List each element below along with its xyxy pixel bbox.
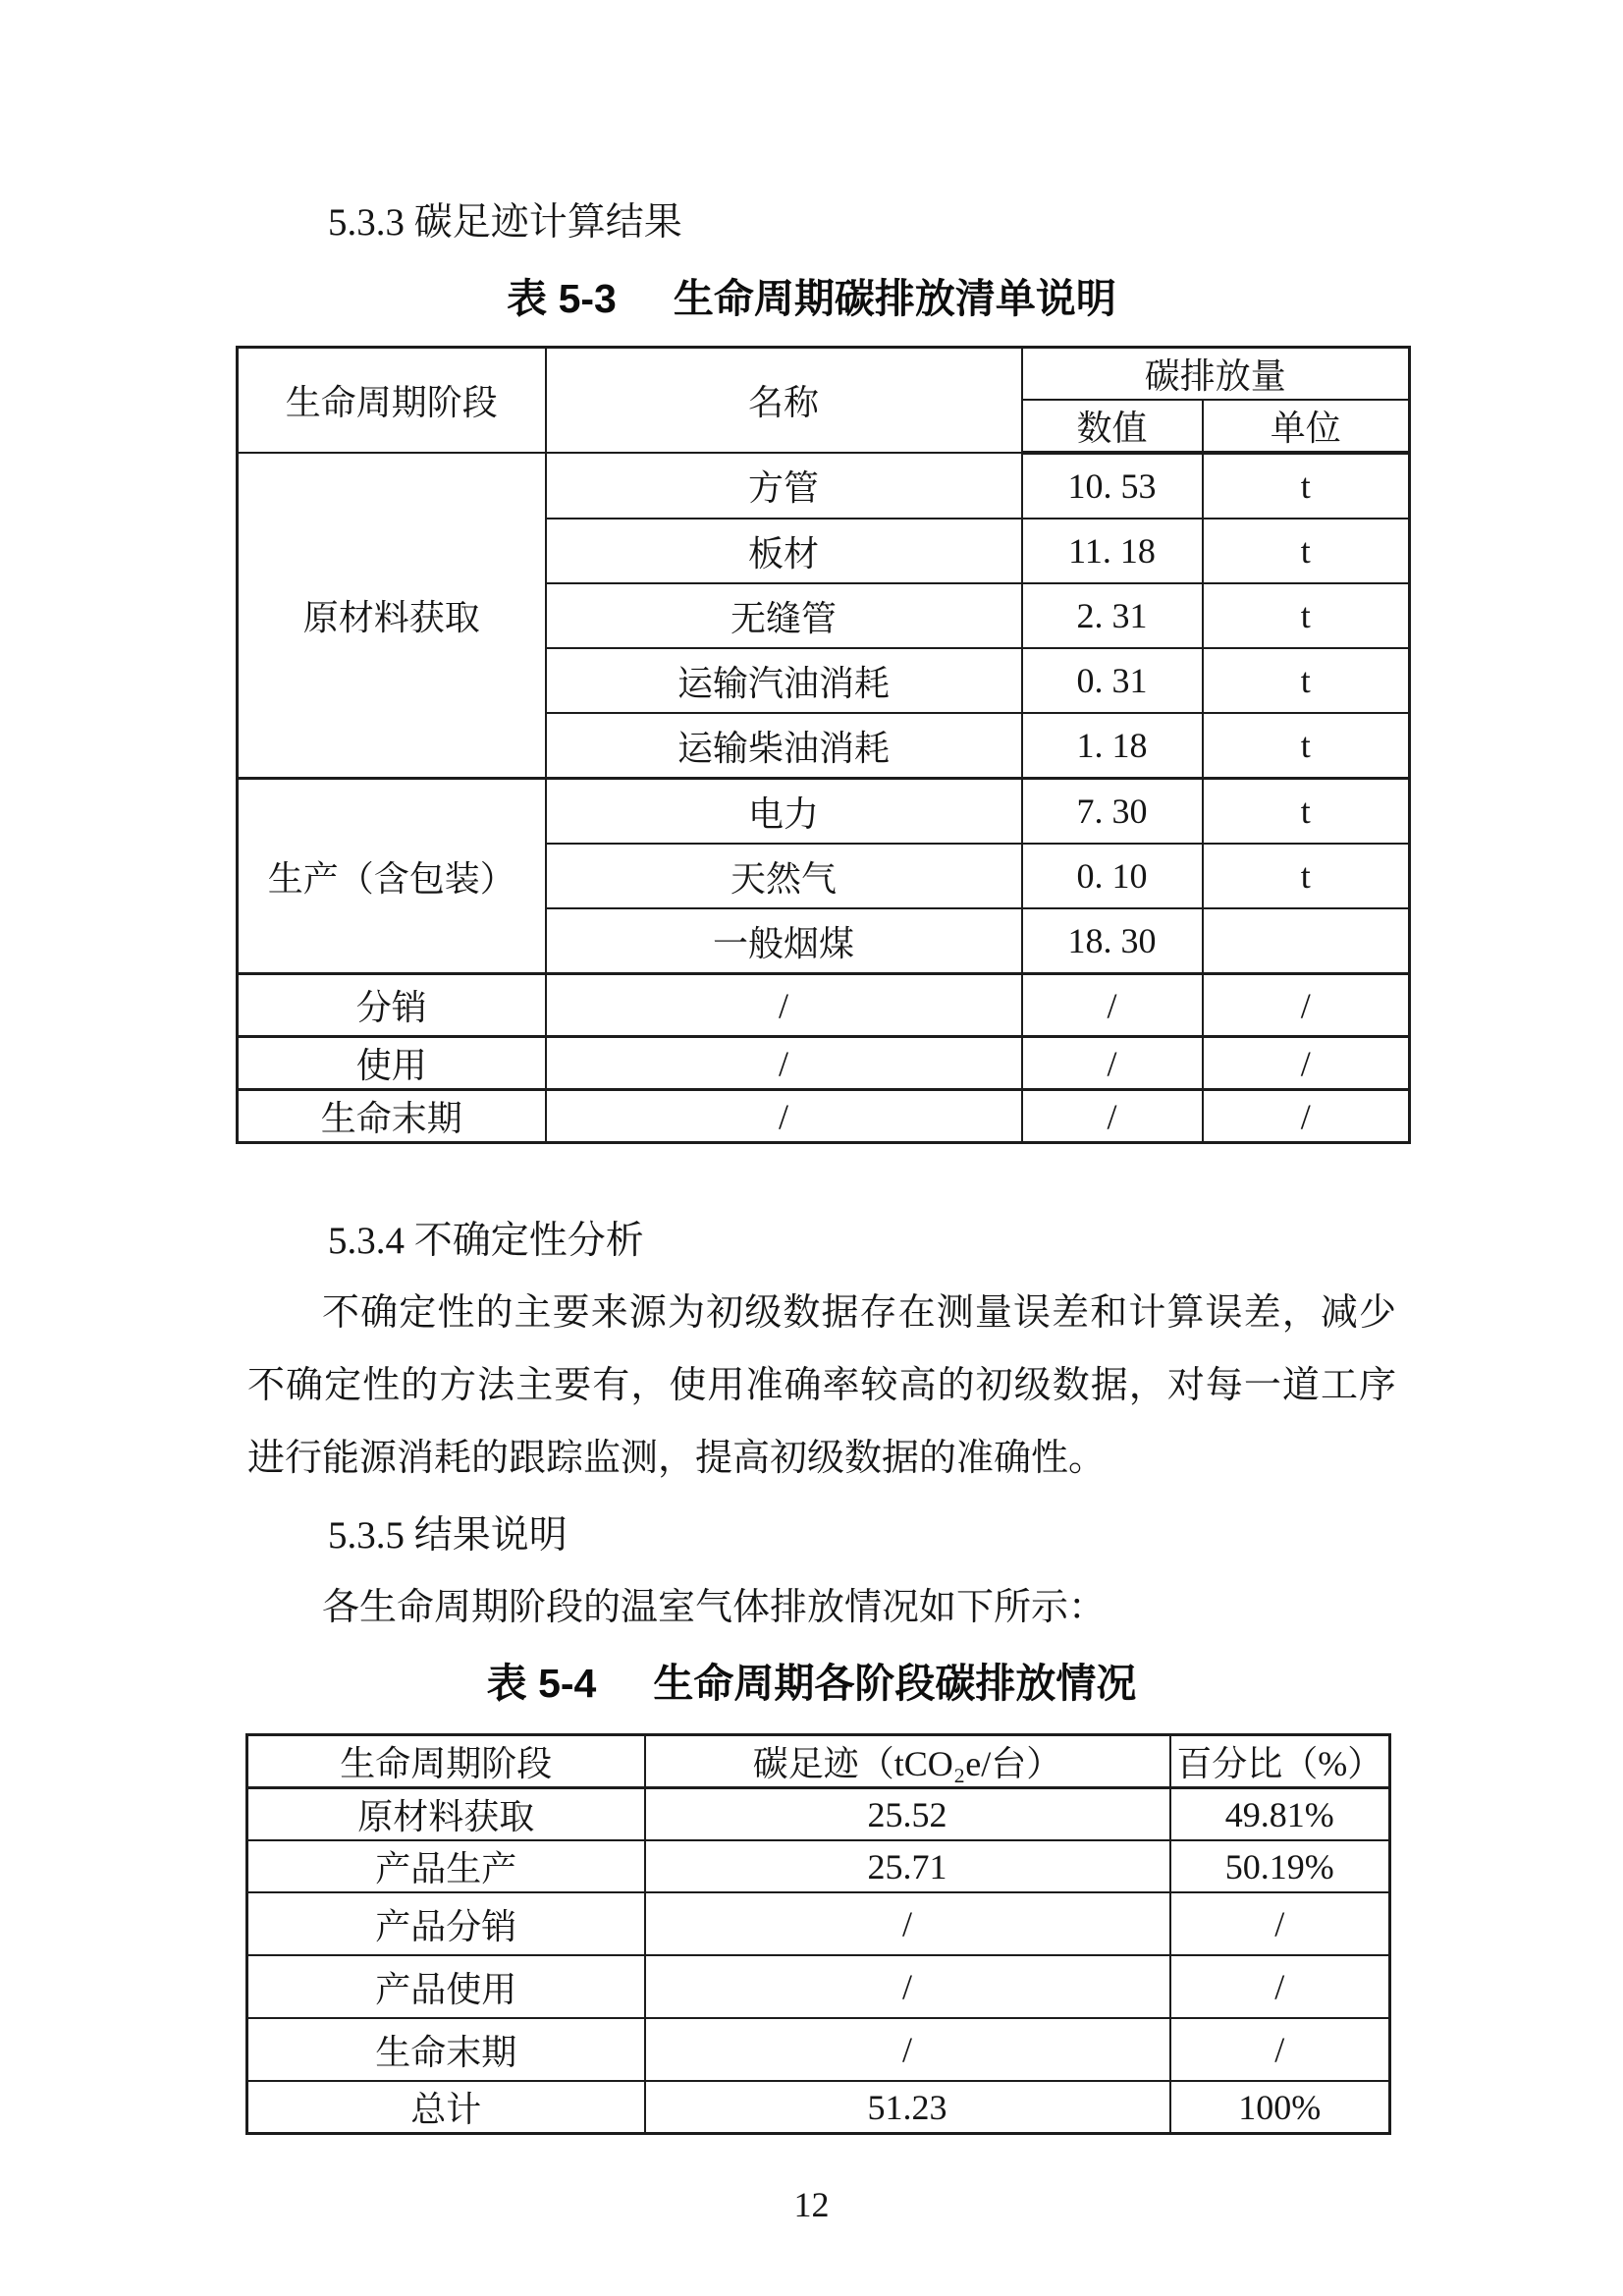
table-row <box>247 1840 1390 1892</box>
page-number: 12 <box>793 2185 830 2224</box>
emission-unit-cell: t <box>1203 648 1410 713</box>
item-name-cell: 运输柴油消耗 <box>546 713 1022 779</box>
table53-caption-title: 生命周期碳排放清单说明 <box>673 276 1116 321</box>
lifecycle-stage-cell: 总计 <box>247 2081 645 2134</box>
item-name-cell: / <box>546 974 1022 1037</box>
emission-value-cell: 11. 18 <box>1022 519 1203 583</box>
emission-unit-cell: t <box>1203 844 1410 908</box>
footprint-value-cell: / <box>645 2018 1170 2081</box>
emission-unit-cell: t <box>1203 519 1410 583</box>
item-name-cell: / <box>546 1037 1022 1090</box>
table53-caption-label: 表 5-3 <box>507 276 617 321</box>
emission-unit-cell: t <box>1203 779 1410 845</box>
col-header-value: 数值 <box>1022 400 1203 453</box>
emission-value-cell: 18. 30 <box>1022 908 1203 974</box>
emission-unit-cell <box>1203 908 1410 974</box>
item-name-cell: 板材 <box>546 519 1022 583</box>
lifecycle-stage-cell: 原材料获取 <box>238 453 546 779</box>
table-row <box>238 1090 1410 1143</box>
col-header-stage: 生命周期阶段 <box>238 348 546 454</box>
table-5-4 <box>245 1733 1391 2135</box>
table-row <box>247 2018 1390 2081</box>
table53-caption <box>236 275 1387 322</box>
uncertainty-paragraph <box>247 1277 1396 1495</box>
table54-caption-title: 生命周期各阶段碳排放情况 <box>653 1661 1137 1706</box>
footprint-value-cell: 25.71 <box>645 1840 1170 1892</box>
table-row <box>247 1955 1390 2018</box>
lifecycle-stage-cell: 产品生产 <box>247 1840 645 1892</box>
footprint-value-cell: 25.52 <box>645 1788 1170 1841</box>
item-name-cell: 无缝管 <box>546 583 1022 648</box>
item-name-cell: 一般烟煤 <box>546 908 1022 974</box>
paragraph-line: 进行能源消耗的跟踪监测，提高初级数据的准确性。 <box>247 1438 1107 1479</box>
table54-caption-label: 表 5-4 <box>486 1661 597 1706</box>
emission-value-cell: 10. 53 <box>1022 453 1203 519</box>
col-header-unit: 单位 <box>1203 400 1410 453</box>
table-row <box>247 1892 1390 1955</box>
col-header-emission: 碳排放量 <box>1022 348 1410 401</box>
paragraph-line: 不确定性的方法主要有，使用准确率较高的初级数据，对每一道工序 <box>247 1365 1396 1406</box>
lifecycle-stage-cell: 产品分销 <box>247 1892 645 1955</box>
table-row <box>238 974 1410 1037</box>
lifecycle-stage-cell: 生命末期 <box>247 2018 645 2081</box>
col-header-name: 名称 <box>546 348 1022 454</box>
emission-value-cell: 7. 30 <box>1022 779 1203 845</box>
percent-value-cell: 100% <box>1170 2081 1390 2134</box>
percent-value-cell: / <box>1170 2018 1390 2081</box>
table-5-3 <box>236 346 1411 1144</box>
percent-value-cell: 50.19% <box>1170 1840 1390 1892</box>
table-row <box>238 453 1410 519</box>
lifecycle-stage-cell: 分销 <box>238 974 546 1037</box>
lifecycle-stage-cell: 使用 <box>238 1037 546 1090</box>
section-heading-535: 5.3.5 结果说明 <box>328 1514 568 1557</box>
table-row <box>238 1037 1410 1090</box>
section-heading-533: 5.3.3 碳足迹计算结果 <box>328 201 682 244</box>
col-header-footprint: 碳足迹（tCO₂e/台） <box>645 1735 1170 1788</box>
footprint-value-cell: 51.23 <box>645 2081 1170 2134</box>
table54-caption <box>236 1660 1387 1707</box>
table-header-row <box>247 1735 1390 1788</box>
emission-value-cell: 0. 31 <box>1022 648 1203 713</box>
lifecycle-stage-cell: 生产（含包装） <box>238 779 546 974</box>
lifecycle-stage-cell: 生命末期 <box>238 1090 546 1143</box>
lifecycle-stage-cell: 产品使用 <box>247 1955 645 2018</box>
emission-value-cell: 1. 18 <box>1022 713 1203 779</box>
emission-value-cell: / <box>1022 1090 1203 1143</box>
table-row <box>247 2081 1390 2134</box>
emission-unit-cell: / <box>1203 1090 1410 1143</box>
item-name-cell: 电力 <box>546 779 1022 845</box>
item-name-cell: 运输汽油消耗 <box>546 648 1022 713</box>
emission-unit-cell: / <box>1203 1037 1410 1090</box>
paragraph-line: 不确定性的主要来源为初级数据存在测量误差和计算误差，减少 <box>322 1292 1396 1334</box>
emission-unit-cell: t <box>1203 453 1410 519</box>
emission-value-cell: 2. 31 <box>1022 583 1203 648</box>
percent-value-cell: 49.81% <box>1170 1788 1390 1841</box>
table-row <box>247 1788 1390 1841</box>
emission-unit-cell: / <box>1203 974 1410 1037</box>
footprint-value-cell: / <box>645 1892 1170 1955</box>
item-name-cell: 天然气 <box>546 844 1022 908</box>
percent-value-cell: / <box>1170 1955 1390 2018</box>
item-name-cell: / <box>546 1090 1022 1143</box>
table-header-row <box>238 348 1410 401</box>
emission-unit-cell: t <box>1203 583 1410 648</box>
item-name-cell: 方管 <box>546 453 1022 519</box>
footprint-value-cell: / <box>645 1955 1170 2018</box>
col-header-percent: 百分比（%） <box>1170 1735 1390 1788</box>
table-row <box>238 779 1410 845</box>
emission-value-cell: 0. 10 <box>1022 844 1203 908</box>
section-heading-534: 5.3.4 不确定性分析 <box>328 1220 644 1262</box>
emission-value-cell: / <box>1022 974 1203 1037</box>
lifecycle-stage-cell: 原材料获取 <box>247 1788 645 1841</box>
results-intro-text: 各生命周期阶段的温室气体排放情况如下所示： <box>322 1587 1107 1628</box>
col-header-stage: 生命周期阶段 <box>247 1735 645 1788</box>
emission-unit-cell: t <box>1203 713 1410 779</box>
percent-value-cell: / <box>1170 1892 1390 1955</box>
emission-value-cell: / <box>1022 1037 1203 1090</box>
